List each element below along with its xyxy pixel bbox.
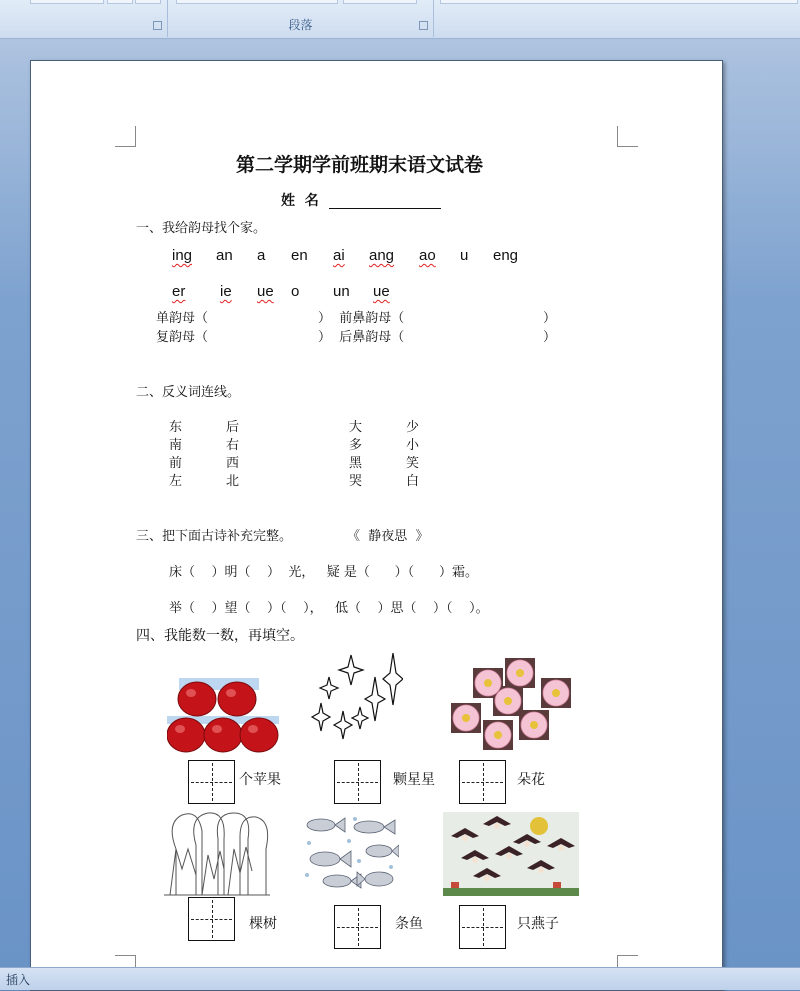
antonym-word: 东 — [169, 420, 183, 435]
pinyin-en: en — [291, 247, 308, 264]
antonym-word: 大 — [349, 420, 363, 435]
flowers-label: 朵花 — [517, 772, 545, 788]
font-dialog-launcher-icon[interactable] — [153, 21, 162, 30]
trees-image — [162, 809, 272, 897]
antonym-word: 白 — [406, 474, 420, 489]
crop-mark-top-right — [617, 126, 638, 147]
swallows-image — [443, 812, 579, 896]
section1-heading: 一、我给韵母找个家。 — [136, 221, 267, 236]
antonym-word: 小 — [406, 438, 420, 453]
antonym-word: 左 — [169, 474, 183, 489]
pinyin-eng: eng — [493, 247, 519, 264]
antonym-word: 少 — [406, 420, 420, 435]
antonym-word: 后 — [226, 420, 240, 435]
name-blank-line[interactable] — [329, 208, 441, 209]
antonym-word: 右 — [226, 438, 240, 453]
answer-box-fish[interactable] — [334, 905, 381, 949]
flowers-image — [449, 658, 575, 754]
insert-mode-indicator[interactable]: 插入 — [6, 973, 31, 987]
crop-mark-top-left — [115, 126, 136, 147]
fish-label: 条鱼 — [395, 916, 423, 932]
ribbon-button[interactable] — [30, 0, 104, 4]
poem-line-2: 举（ ）望（ ）（ ）， 低（ ）思（ ）（ ）。 — [169, 601, 489, 616]
document-title: 第二学期学前班期末语文试卷 — [236, 154, 484, 176]
document-page[interactable] — [30, 60, 723, 991]
ribbon-button[interactable] — [440, 0, 798, 4]
answer-box-trees[interactable] — [188, 897, 235, 941]
ribbon-button[interactable] — [107, 0, 133, 4]
antonym-word: 多 — [349, 438, 363, 453]
compound-finals-label: 复韵母（ — [156, 330, 209, 345]
stars-image — [311, 653, 403, 745]
status-bar — [0, 967, 800, 990]
name-label: 姓 名 — [281, 193, 319, 209]
close-paren: ） — [543, 311, 557, 326]
pinyin-ao: ao — [419, 247, 436, 264]
pinyin-ie: ie — [220, 283, 232, 300]
ribbon-button[interactable] — [135, 0, 161, 4]
antonym-word: 前 — [169, 456, 183, 471]
answer-box-flowers[interactable] — [459, 760, 506, 804]
apples-label: 个苹果 — [239, 772, 281, 788]
section2-heading: 二、反义词连线。 — [136, 385, 241, 400]
pinyin-un: un — [333, 283, 350, 300]
pinyin-an: an — [216, 247, 233, 264]
poem-title: 《 静夜思 》 — [347, 529, 429, 544]
pinyin-ing: ing — [172, 247, 193, 264]
paragraph-dialog-launcher-icon[interactable] — [419, 21, 428, 30]
answer-box-stars[interactable] — [334, 760, 381, 804]
pinyin-u: u — [460, 247, 469, 264]
antonym-word: 北 — [226, 474, 240, 489]
antonym-word: 黑 — [349, 456, 363, 471]
pinyin-er: er — [172, 283, 186, 300]
swallows-label: 只燕子 — [517, 916, 559, 932]
antonym-word: 南 — [169, 438, 183, 453]
pinyin-a: a — [257, 247, 266, 264]
pinyin-ue: ue — [257, 283, 274, 300]
ribbon-group-styles — [434, 0, 800, 37]
single-finals-label: 单韵母（ — [156, 311, 209, 326]
antonym-word: 西 — [226, 456, 240, 471]
poem-line-1: 床（ ）明（ ） 光， 疑 是（ ）（ ）霜。 — [169, 565, 478, 580]
back-nasal-label: ） 后鼻韵母（ — [318, 330, 405, 345]
answer-box-apples[interactable] — [188, 760, 235, 804]
ribbon-group-paragraph — [168, 0, 434, 37]
pinyin-ang: ang — [369, 247, 395, 264]
trees-label: 棵树 — [249, 916, 277, 932]
section3-heading: 三、把下面古诗补充完整。 — [136, 529, 293, 544]
paragraph-group-label: 段落 — [288, 18, 313, 32]
fish-image — [299, 813, 399, 895]
antonym-word: 笑 — [406, 456, 420, 471]
pinyin-ai: ai — [333, 247, 345, 264]
ribbon-group-font — [0, 0, 168, 37]
close-paren: ） — [543, 330, 557, 345]
answer-box-swallows[interactable] — [459, 905, 506, 949]
section4-heading: 四、我能数一数，再填空。 — [136, 628, 304, 644]
ribbon-button[interactable] — [176, 0, 338, 4]
pinyin-o: o — [291, 283, 300, 300]
ribbon — [0, 0, 800, 39]
ribbon-button[interactable] — [343, 0, 417, 4]
apples-image — [167, 678, 279, 754]
stars-label: 颗星星 — [393, 772, 435, 788]
antonym-word: 哭 — [349, 474, 363, 489]
pinyin-ue-2: ue — [373, 283, 390, 300]
front-nasal-label: ） 前鼻韵母（ — [318, 311, 405, 326]
